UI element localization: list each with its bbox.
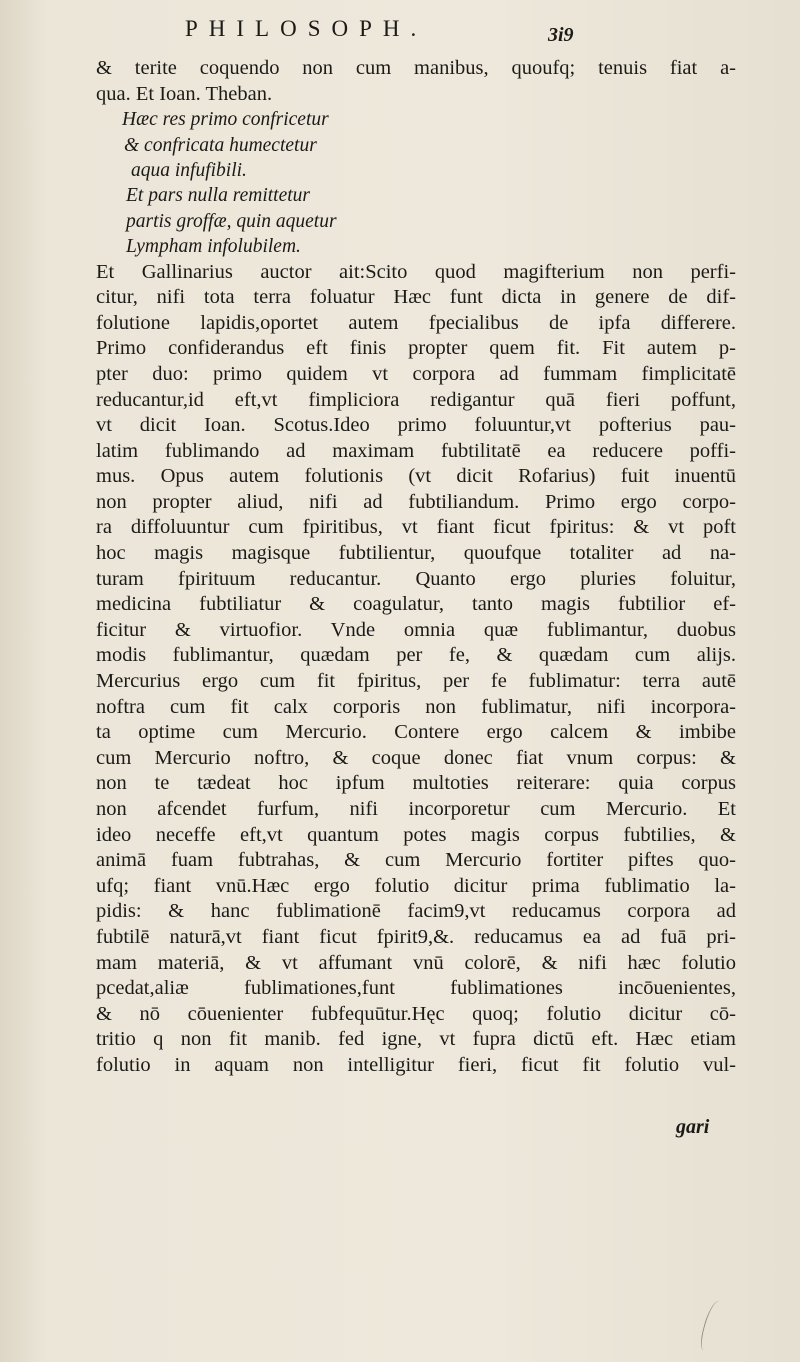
text-line: latim fublimando ad maximam fubtilitatē ea reducere poffi- bbox=[96, 439, 736, 462]
catchword: gari bbox=[676, 1116, 710, 1138]
verse-line: Lympham infolubilem. bbox=[126, 236, 301, 258]
verse-line: Hæc res primo confricetur bbox=[122, 109, 329, 131]
text-line: & terite coquendo non cum manibus, quoufq; tenuis fiat a- bbox=[96, 57, 736, 79]
pencil-mark bbox=[698, 1299, 725, 1353]
text-line: animā fuam fubtrahas, & cum Mercurio fortiter piftes quo- bbox=[96, 849, 736, 872]
text-line: ta optime cum Mercurio. Contere ergo calcem & imbibe bbox=[96, 721, 736, 744]
page-header bbox=[0, 10, 800, 46]
text-line: mam materiā, & vt affumant vnū colorē, & nifi hæc folutio bbox=[96, 951, 736, 974]
text-line: fubtilē naturā,vt fiant ficut fpirit9,&. reducamus ea ad fuā pri- bbox=[96, 925, 736, 948]
text-line: non afcendet furfum, nifi incorporetur cum Mercurio. Et bbox=[96, 798, 736, 820]
text-line: pidis: & hanc fublimationē facim9,vt reducamus corpora ad bbox=[96, 900, 736, 923]
text-line: Et Gallinarius auctor ait:Scito quod magifterium non perfi- bbox=[96, 260, 736, 283]
text-line: noftra cum fit calx corporis non fublimatur, nifi incorpora- bbox=[96, 695, 736, 718]
running-head: PHILOSOPH. bbox=[185, 16, 428, 41]
text-line: Mercurius ergo cum fit fpiritus, per fe fublimatur: terra autē bbox=[96, 670, 736, 693]
verse-line: aqua infufibili. bbox=[131, 159, 247, 181]
text-line: folutio in aquam non intelligitur fieri, ficut fit folutio vul- bbox=[96, 1053, 736, 1076]
text-line: qua. Et Ioan. Theban. bbox=[96, 82, 273, 105]
text-line: ideo neceffe eft,vt quantum potes magis corpus fubtilies, & bbox=[96, 823, 736, 846]
text-line: ufq; fiant vnū.Hæc ergo folutio dicitur prima fublimatio la- bbox=[96, 874, 736, 897]
text-line: ficitur & virtuofior. Vnde omnia quæ fublimantur, duobus bbox=[96, 618, 736, 641]
text-line: mus. Opus autem folutionis (vt dicit Rofarius) fuit inuentū bbox=[96, 465, 736, 488]
text-line: non te tædeat hoc ipfum multoties reiterare: quia corpus bbox=[96, 772, 736, 795]
verse-line: Et pars nulla remittetur bbox=[126, 185, 310, 207]
text-line: ra diffoluuntur cum fpiritibus, vt fiant ficut fpiritus: & vt poft bbox=[96, 516, 736, 539]
text-line: tritio q non fit manib. fed igne, vt fupra dictū eft. Hæc etiam bbox=[96, 1028, 736, 1051]
text-line: modis fublimantur, quædam per fe, & quædam cum alijs. bbox=[96, 644, 736, 667]
text-line: pcedat,aliæ fublimationes,funt fublimationes incōuenientes, bbox=[96, 977, 736, 1000]
verse-line: partis groffæ, quin aquetur bbox=[126, 210, 337, 232]
text-line: reducantur,id eft,vt fimpliciora redigantur quā fieri poffunt, bbox=[96, 388, 736, 411]
text-line: turam fpirituum reducantur. Quanto ergo pluries foluitur, bbox=[96, 567, 736, 590]
text-line: Primo confiderandus eft finis propter quem fit. Fit autem p- bbox=[96, 337, 736, 360]
page-number: 3i9 bbox=[548, 24, 574, 46]
text-line: cum Mercurio noftro, & coque donec fiat vnum corpus: & bbox=[96, 746, 736, 769]
text-line: hoc magis magisque fubtilientur, quoufque totaliter ad na- bbox=[96, 542, 736, 565]
text-line: non propter aliud, nifi ad fubtiliandum. Primo ergo corpo- bbox=[96, 490, 736, 513]
text-line: pter duo: primo quidem vt corpora ad fummam fimplicitatē bbox=[96, 362, 736, 385]
text-line: folutione lapidis,oportet autem fpecialibus de ipfa differere. bbox=[96, 311, 736, 334]
text-line: medicina fubtiliatur & coagulatur, tanto magis fubtilior ef- bbox=[96, 593, 736, 616]
text-line: citur, nifi tota terra foluatur Hæc funt dicta in genere de dif- bbox=[96, 286, 736, 309]
body-text bbox=[96, 56, 736, 1079]
verse-line: & confricata humectetur bbox=[124, 134, 317, 156]
text-line: & nō cōuenienter fubfequūtur.Hęc quoq; folutio dicitur cō- bbox=[96, 1002, 736, 1025]
text-line: vt dicit Ioan. Scotus.Ideo primo foluuntur,vt pofterius pau- bbox=[96, 414, 736, 437]
